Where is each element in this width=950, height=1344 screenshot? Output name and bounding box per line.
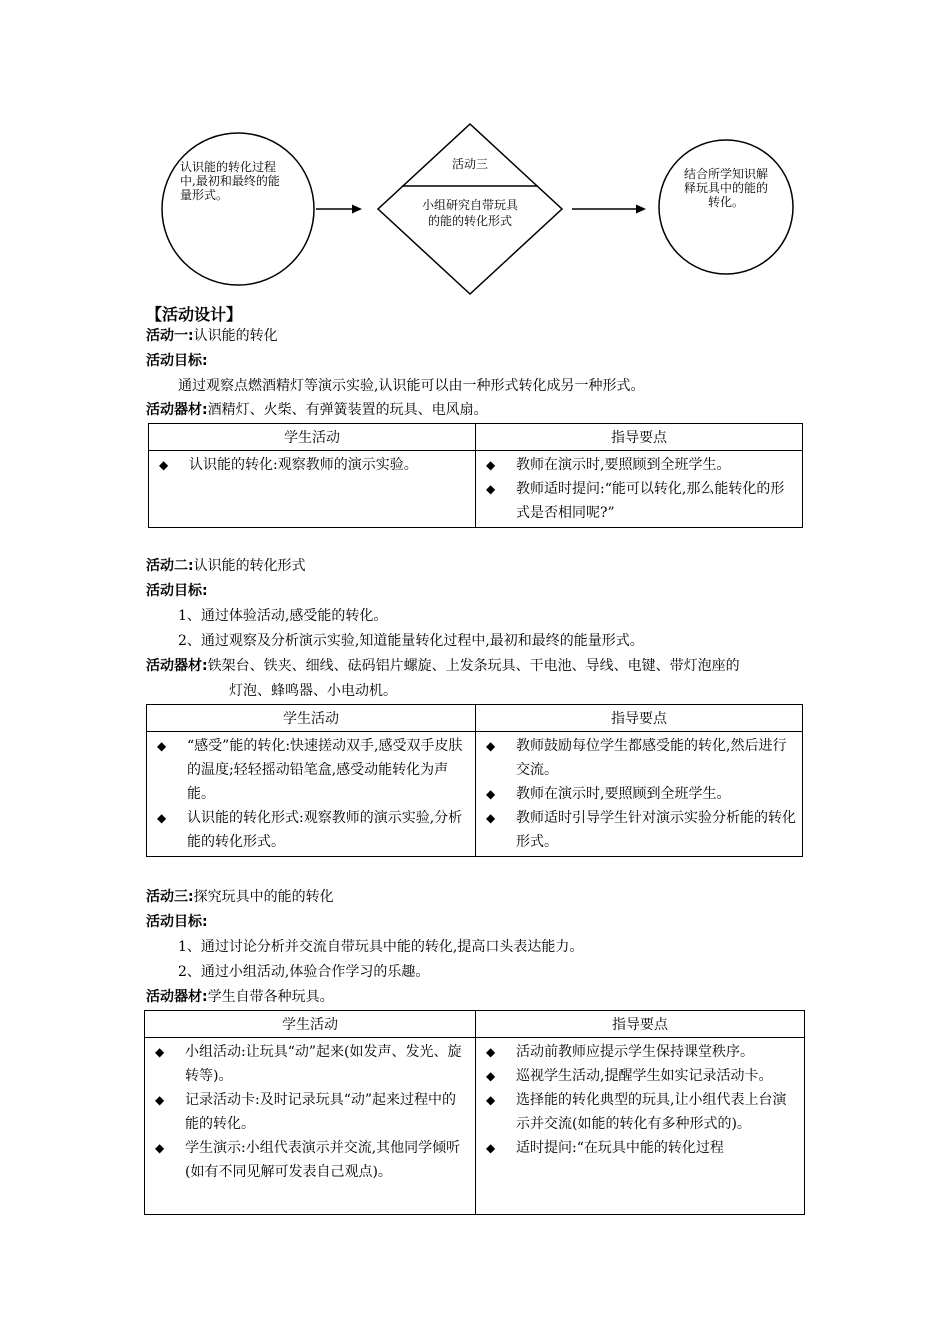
list-item: ◆ 教师适时引导学生针对演示实验分析能的转化形式。 bbox=[476, 806, 802, 854]
bullet-icon: ◆ bbox=[155, 1093, 165, 1107]
bullet-icon: ◆ bbox=[486, 1141, 496, 1155]
bullet-icon: ◆ bbox=[486, 739, 496, 753]
arrow-1-head bbox=[352, 205, 362, 214]
bullet-icon: ◆ bbox=[486, 811, 496, 825]
bullet-icon: ◆ bbox=[155, 1045, 165, 1059]
activity3-equip-text: 学生自带各种玩具。 bbox=[207, 989, 334, 1005]
list-item: ◆ 认识能的转化:观察教师的演示实验。 bbox=[149, 453, 475, 477]
activity1-table bbox=[148, 423, 803, 528]
section-title: 【活动设计】 bbox=[146, 305, 243, 324]
activity1-equip bbox=[146, 400, 488, 420]
list-item: ◆ 选择能的转化典型的玩具,让小组代表上台演示并交流(如能的转化有多种形式的)。 bbox=[476, 1088, 804, 1136]
list-item: ◆ 教师鼓励每位学生都感受能的转化,然后进行交流。 bbox=[476, 734, 802, 782]
bullet-icon: ◆ bbox=[486, 1069, 496, 1083]
a3-head-right: 指导要点 bbox=[476, 1011, 805, 1038]
bullet-icon: ◆ bbox=[486, 482, 496, 496]
bullet-icon: ◆ bbox=[157, 739, 167, 753]
list-item: ◆ “感受”能的转化:快速搓动双手,感受双手皮肤的温度;轻轻摇动铅笔盒,感受动能转化为声能。 bbox=[147, 734, 475, 806]
left-circle bbox=[162, 133, 314, 285]
activity2-goal-label: 活动目标: bbox=[146, 583, 208, 599]
flow-diagram bbox=[0, 0, 950, 310]
activity3-goal-label: 活动目标: bbox=[146, 914, 208, 930]
activity2-goal-2: 2、通过观察及分析演示实验,知道能量转化过程中,最初和最终的能量形式。 bbox=[178, 633, 644, 649]
activity2-goal-1: 1、通过体验活动,感受能的转化。 bbox=[178, 608, 388, 624]
bullet-icon: ◆ bbox=[486, 1093, 496, 1107]
activity1-equip-text: 酒精灯、火柴、有弹簧装置的玩具、电风扇。 bbox=[207, 402, 488, 418]
bullet-icon: ◆ bbox=[486, 458, 496, 472]
activity2-equip bbox=[146, 656, 740, 676]
activity1-title: 认识能的转化 bbox=[193, 328, 278, 344]
bullet-icon: ◆ bbox=[159, 458, 169, 472]
activity3-equip bbox=[146, 987, 334, 1007]
right-circle-text: 结合所学知识解释玩具中的能的转化。 bbox=[683, 167, 768, 209]
left-circle-text: 认识能的转化过程中,最初和最终的能量形式。 bbox=[180, 160, 280, 202]
activity3-title: 探究玩具中的能的转化 bbox=[193, 889, 334, 905]
activity1-equip-label: 活动器材: bbox=[146, 402, 208, 418]
list-item: ◆ 活动前教师应提示学生保持课堂秩序。 bbox=[476, 1040, 804, 1064]
activity1-goal-label: 活动目标: bbox=[146, 353, 208, 369]
activity3-heading bbox=[146, 887, 334, 907]
activity3-label: 活动三: bbox=[146, 889, 194, 905]
bullet-icon: ◆ bbox=[486, 1045, 496, 1059]
list-item: ◆ 教师在演示时,要照顾到全班学生。 bbox=[476, 782, 802, 806]
activity3-goal-1: 1、通过讨论分析并交流自带玩具中能的转化,提高口头表达能力。 bbox=[178, 939, 584, 955]
diamond-top-text: 活动三 bbox=[451, 157, 488, 171]
activity3-goal-2: 2、通过小组活动,体验合作学习的乐趣。 bbox=[178, 964, 430, 980]
activity1-label: 活动一: bbox=[146, 328, 194, 344]
activity2-table bbox=[146, 704, 803, 857]
activity2-heading bbox=[146, 556, 306, 576]
list-item: ◆ 学生演示:小组代表演示并交流,其他同学倾听(如有不同见解可发表自己观点)。 bbox=[145, 1136, 475, 1184]
a3-head-left: 学生活动 bbox=[145, 1011, 476, 1038]
a1-head-left: 学生活动 bbox=[149, 424, 476, 451]
activity2-equip-label: 活动器材: bbox=[146, 658, 208, 674]
activity2-equip-text: 铁架台、铁夹、细线、砝码铝片螺旋、上发条玩具、干电池、导线、电键、带灯泡座的 bbox=[207, 658, 740, 674]
list-item: ◆ 教师适时提问:“能可以转化,那么能转化的形式是否相同呢?” bbox=[476, 477, 802, 525]
list-item: ◆ 认识能的转化形式:观察教师的演示实验,分析能的转化形式。 bbox=[147, 806, 475, 854]
bullet-icon: ◆ bbox=[157, 811, 167, 825]
list-item: ◆ 小组活动:让玩具“动”起来(如发声、发光、旋转等)。 bbox=[145, 1040, 475, 1088]
activity1-heading bbox=[146, 326, 278, 346]
list-item: ◆ 记录活动卡:及时记录玩具“动”起来过程中的能的转化。 bbox=[145, 1088, 475, 1136]
activity2-title: 认识能的转化形式 bbox=[193, 558, 306, 574]
activity2-equip-cont: 灯泡、蜂鸣器、小电动机。 bbox=[229, 683, 397, 699]
a2-head-right: 指导要点 bbox=[476, 705, 803, 732]
activity3-equip-label: 活动器材: bbox=[146, 989, 208, 1005]
list-item: ◆ 教师在演示时,要照顾到全班学生。 bbox=[476, 453, 802, 477]
list-item: ◆ 巡视学生活动,提醒学生如实记录活动卡。 bbox=[476, 1064, 804, 1088]
list-item: ◆ 适时提问:“在玩具中能的转化过程 bbox=[476, 1136, 804, 1160]
activity1-goal-1: 通过观察点燃酒精灯等演示实验,认识能可以由一种形式转化成另一种形式。 bbox=[178, 378, 645, 394]
arrow-2-head bbox=[636, 205, 646, 214]
a2-head-left: 学生活动 bbox=[147, 705, 476, 732]
a1-head-right: 指导要点 bbox=[476, 424, 803, 451]
bullet-icon: ◆ bbox=[486, 787, 496, 801]
bullet-icon: ◆ bbox=[155, 1141, 165, 1155]
activity3-table bbox=[144, 1010, 805, 1215]
activity2-label: 活动二: bbox=[146, 558, 194, 574]
diamond-bottom-text: 小组研究自带玩具的能的转化形式 bbox=[421, 198, 518, 228]
